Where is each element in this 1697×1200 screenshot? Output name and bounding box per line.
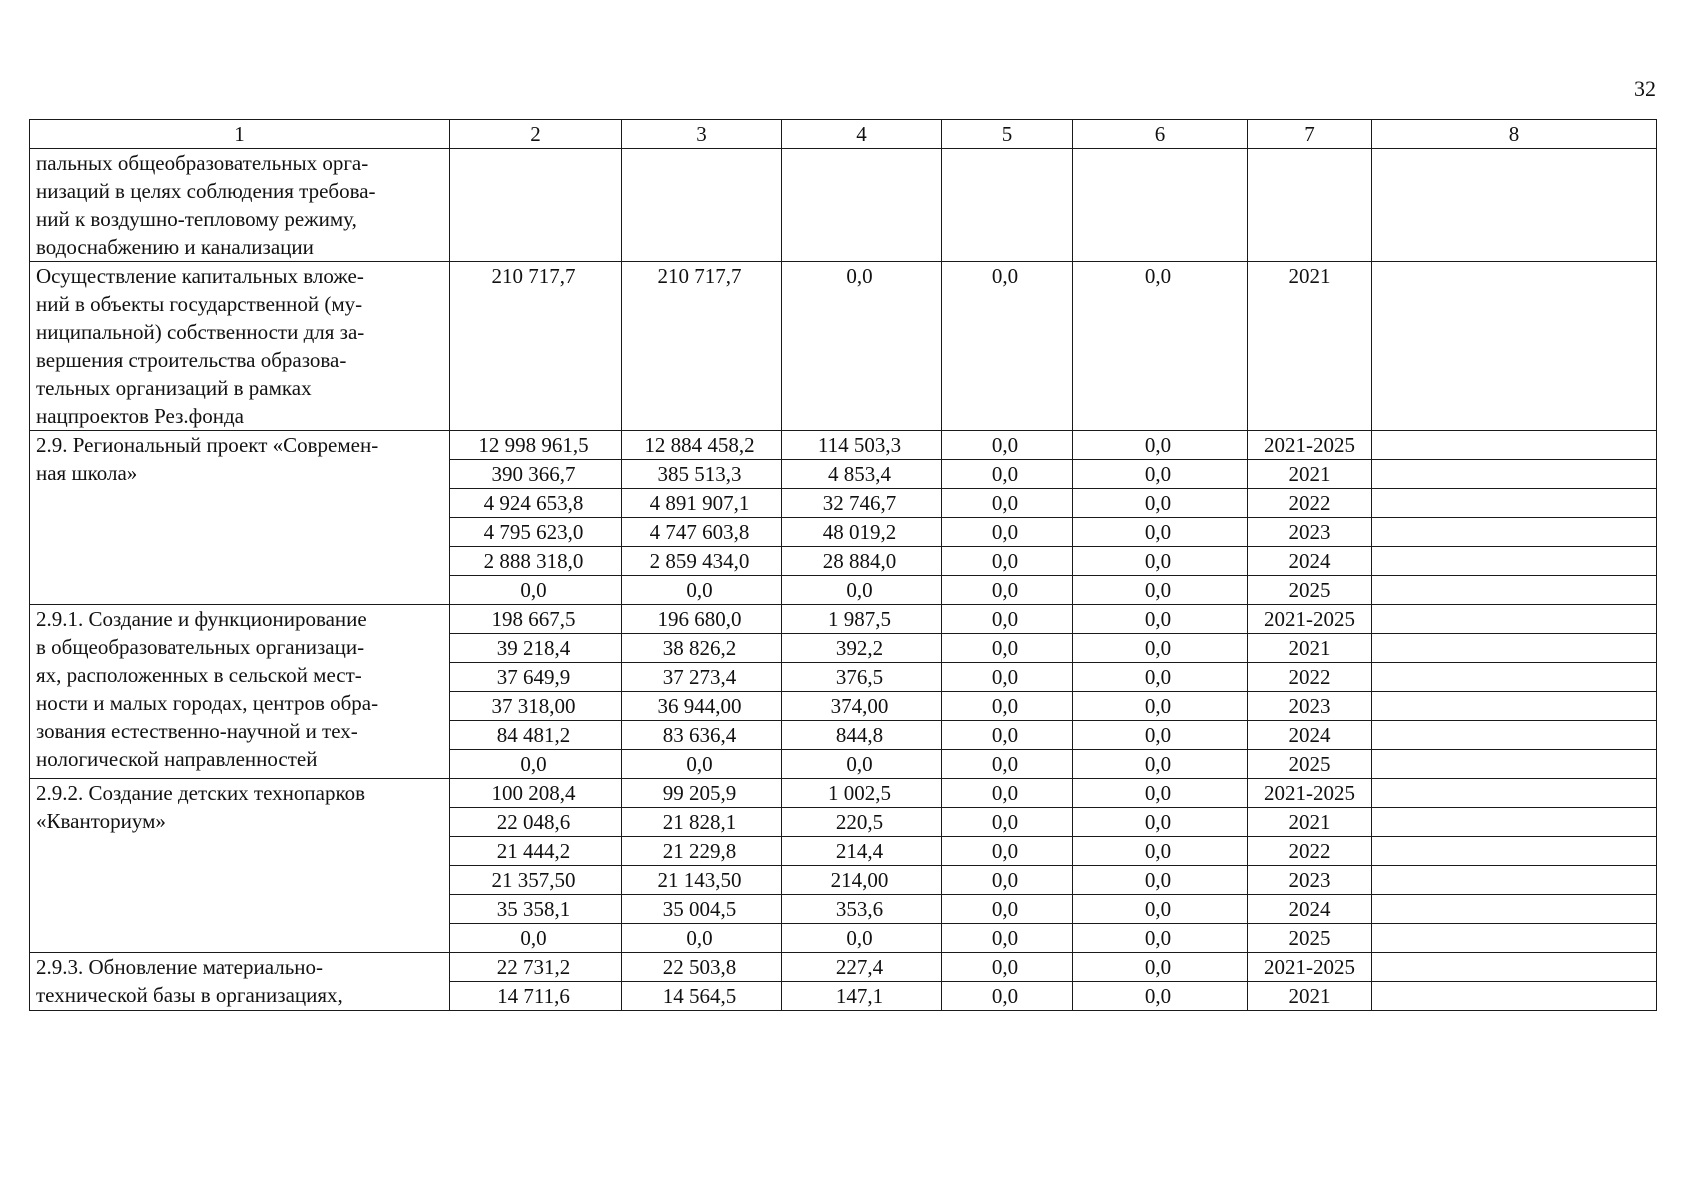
total-amount: 21 357,50 (450, 866, 622, 895)
notes-cell (1372, 663, 1657, 692)
description-line: 2.9.2. Создание детских технопарков (36, 781, 365, 805)
local-amount: 0,0 (942, 779, 1073, 808)
total-amount: 39 218,4 (450, 634, 622, 663)
description-line: 2.9.3. Обновление материально- (36, 955, 324, 979)
empty-cell (1248, 149, 1372, 262)
federal-amount: 4 747 603,8 (622, 518, 782, 547)
other-amount: 0,0 (1073, 895, 1248, 924)
empty-cell (782, 149, 942, 262)
local-amount: 0,0 (942, 924, 1073, 953)
description-line: 2.9.1. Создание и функционирование (36, 607, 367, 631)
regional-amount: 114 503,3 (782, 431, 942, 460)
regional-amount: 374,00 (782, 692, 942, 721)
other-amount: 0,0 (1073, 953, 1248, 982)
description-line: ности и малых городах, центров обра- (36, 691, 379, 715)
description-line: зования естественно-научной и тех- (36, 719, 358, 743)
federal-amount: 196 680,0 (622, 605, 782, 634)
regional-amount: 147,1 (782, 982, 942, 1011)
empty-cell (1372, 149, 1657, 262)
notes-cell (1372, 779, 1657, 808)
other-amount: 0,0 (1073, 982, 1248, 1011)
description-line: ниципальной) собственности для за- (36, 320, 365, 344)
federal-amount: 0,0 (622, 576, 782, 605)
notes-cell (1372, 866, 1657, 895)
regional-amount: 0,0 (782, 750, 942, 779)
regional-amount: 392,2 (782, 634, 942, 663)
total-amount: 14 711,6 (450, 982, 622, 1011)
local-amount: 0,0 (942, 953, 1073, 982)
federal-amount: 210 717,7 (622, 262, 782, 431)
group-description (30, 431, 450, 605)
federal-amount: 385 513,3 (622, 460, 782, 489)
regional-amount: 1 987,5 (782, 605, 942, 634)
federal-amount: 14 564,5 (622, 982, 782, 1011)
notes-cell (1372, 953, 1657, 982)
year-cell: 2021 (1248, 262, 1372, 431)
other-amount: 0,0 (1073, 779, 1248, 808)
notes-cell (1372, 692, 1657, 721)
group-description (30, 779, 450, 953)
total-amount: 37 318,00 (450, 692, 622, 721)
empty-cell (450, 149, 622, 262)
other-amount: 0,0 (1073, 262, 1248, 431)
description-line: вершения строительства образова- (36, 348, 347, 372)
group-row (30, 431, 1657, 460)
total-amount: 22 048,6 (450, 808, 622, 837)
budget-table (29, 119, 1657, 1011)
other-amount: 0,0 (1073, 837, 1248, 866)
year-cell: 2024 (1248, 547, 1372, 576)
federal-amount: 21 143,50 (622, 866, 782, 895)
year-cell: 2023 (1248, 692, 1372, 721)
description-line: нологической направленностей (36, 747, 318, 771)
description-line: низаций в целях соблюдения требова- (36, 179, 376, 203)
column-header: 7 (1248, 120, 1372, 149)
notes-cell (1372, 895, 1657, 924)
notes-cell (1372, 489, 1657, 518)
description-line: в общеобразовательных организаци- (36, 635, 365, 659)
other-amount: 0,0 (1073, 692, 1248, 721)
federal-amount: 12 884 458,2 (622, 431, 782, 460)
description-line: нацпроектов Рез.фонда (36, 404, 244, 428)
description-line: «Кванториум» (36, 809, 166, 833)
total-amount: 390 366,7 (450, 460, 622, 489)
year-cell: 2021-2025 (1248, 605, 1372, 634)
column-header: 6 (1073, 120, 1248, 149)
description-line: Осуществление капитальных вложе- (36, 264, 364, 288)
description-line: ний к воздушно-тепловому режиму, (36, 207, 357, 231)
year-cell: 2025 (1248, 924, 1372, 953)
other-amount: 0,0 (1073, 518, 1248, 547)
year-cell: 2022 (1248, 489, 1372, 518)
federal-amount: 22 503,8 (622, 953, 782, 982)
other-amount: 0,0 (1073, 576, 1248, 605)
year-cell: 2021-2025 (1248, 431, 1372, 460)
total-amount: 100 208,4 (450, 779, 622, 808)
federal-amount: 0,0 (622, 924, 782, 953)
year-cell: 2023 (1248, 866, 1372, 895)
federal-amount: 21 828,1 (622, 808, 782, 837)
group-row (30, 605, 1657, 634)
regional-amount: 214,4 (782, 837, 942, 866)
column-header: 4 (782, 120, 942, 149)
federal-amount: 83 636,4 (622, 721, 782, 750)
empty-cell (942, 149, 1073, 262)
year-cell: 2022 (1248, 837, 1372, 866)
other-amount: 0,0 (1073, 721, 1248, 750)
capital-investment-description (30, 262, 450, 431)
year-cell: 2021 (1248, 634, 1372, 663)
other-amount: 0,0 (1073, 924, 1248, 953)
empty-cell (622, 149, 782, 262)
notes-cell (1372, 721, 1657, 750)
description-line: ний в объекты государственной (му- (36, 292, 363, 316)
regional-amount: 48 019,2 (782, 518, 942, 547)
notes-cell (1372, 982, 1657, 1011)
description-line: тельных организаций в рамках (36, 376, 312, 400)
year-cell: 2021 (1248, 982, 1372, 1011)
total-amount: 198 667,5 (450, 605, 622, 634)
total-amount: 37 649,9 (450, 663, 622, 692)
description-line: пальных общеобразовательных орга- (36, 151, 369, 175)
local-amount: 0,0 (942, 663, 1073, 692)
local-amount: 0,0 (942, 262, 1073, 431)
regional-amount: 214,00 (782, 866, 942, 895)
local-amount: 0,0 (942, 692, 1073, 721)
total-amount: 84 481,2 (450, 721, 622, 750)
total-amount: 0,0 (450, 924, 622, 953)
description-line: 2.9. Региональный проект «Современ- (36, 433, 379, 457)
year-cell: 2021 (1248, 460, 1372, 489)
total-amount: 4 795 623,0 (450, 518, 622, 547)
local-amount: 0,0 (942, 837, 1073, 866)
federal-amount: 4 891 907,1 (622, 489, 782, 518)
regional-amount: 4 853,4 (782, 460, 942, 489)
local-amount: 0,0 (942, 489, 1073, 518)
total-amount: 21 444,2 (450, 837, 622, 866)
local-amount: 0,0 (942, 808, 1073, 837)
other-amount: 0,0 (1073, 634, 1248, 663)
total-amount: 4 924 653,8 (450, 489, 622, 518)
federal-amount: 38 826,2 (622, 634, 782, 663)
notes-cell (1372, 518, 1657, 547)
other-amount: 0,0 (1073, 605, 1248, 634)
other-amount: 0,0 (1073, 431, 1248, 460)
federal-amount: 2 859 434,0 (622, 547, 782, 576)
column-header-row (30, 120, 1657, 149)
regional-amount: 227,4 (782, 953, 942, 982)
regional-amount: 32 746,7 (782, 489, 942, 518)
year-cell: 2025 (1248, 750, 1372, 779)
other-amount: 0,0 (1073, 750, 1248, 779)
total-amount: 2 888 318,0 (450, 547, 622, 576)
local-amount: 0,0 (942, 576, 1073, 605)
group-row (30, 779, 1657, 808)
notes-cell (1372, 808, 1657, 837)
local-amount: 0,0 (942, 518, 1073, 547)
regional-amount: 220,5 (782, 808, 942, 837)
group-description (30, 605, 450, 779)
local-amount: 0,0 (942, 634, 1073, 663)
total-amount: 210 717,7 (450, 262, 622, 431)
local-amount: 0,0 (942, 895, 1073, 924)
description-line: ная школа» (36, 461, 138, 485)
other-amount: 0,0 (1073, 663, 1248, 692)
total-amount: 35 358,1 (450, 895, 622, 924)
local-amount: 0,0 (942, 431, 1073, 460)
total-amount: 22 731,2 (450, 953, 622, 982)
regional-amount: 844,8 (782, 721, 942, 750)
description-line: ях, расположенных в сельской мест- (36, 663, 362, 687)
regional-amount: 28 884,0 (782, 547, 942, 576)
federal-amount: 36 944,00 (622, 692, 782, 721)
notes-cell (1372, 750, 1657, 779)
local-amount: 0,0 (942, 721, 1073, 750)
federal-amount: 21 229,8 (622, 837, 782, 866)
other-amount: 0,0 (1073, 489, 1248, 518)
description-line: технической базы в организациях, (36, 983, 343, 1007)
year-cell: 2021-2025 (1248, 953, 1372, 982)
notes-cell (1372, 634, 1657, 663)
federal-amount: 35 004,5 (622, 895, 782, 924)
local-amount: 0,0 (942, 547, 1073, 576)
regional-amount: 376,5 (782, 663, 942, 692)
empty-cell (1073, 149, 1248, 262)
regional-amount: 0,0 (782, 262, 942, 431)
notes-cell (1372, 576, 1657, 605)
year-cell: 2022 (1248, 663, 1372, 692)
other-amount: 0,0 (1073, 460, 1248, 489)
total-amount: 0,0 (450, 576, 622, 605)
year-cell: 2024 (1248, 721, 1372, 750)
column-header: 1 (30, 120, 450, 149)
notes-cell (1372, 547, 1657, 576)
local-amount: 0,0 (942, 460, 1073, 489)
notes-cell (1372, 460, 1657, 489)
local-amount: 0,0 (942, 750, 1073, 779)
year-cell: 2024 (1248, 895, 1372, 924)
column-header: 3 (622, 120, 782, 149)
regional-amount: 0,0 (782, 576, 942, 605)
year-cell: 2023 (1248, 518, 1372, 547)
column-header: 8 (1372, 120, 1657, 149)
continuation-row (30, 149, 1657, 262)
notes-cell (1372, 924, 1657, 953)
other-amount: 0,0 (1073, 866, 1248, 895)
total-amount: 0,0 (450, 750, 622, 779)
capital-investment-row (30, 262, 1657, 431)
notes-cell (1372, 837, 1657, 866)
empty-cell (1372, 262, 1657, 431)
column-header: 2 (450, 120, 622, 149)
federal-amount: 0,0 (622, 750, 782, 779)
regional-amount: 1 002,5 (782, 779, 942, 808)
year-cell: 2021-2025 (1248, 779, 1372, 808)
local-amount: 0,0 (942, 605, 1073, 634)
notes-cell (1372, 605, 1657, 634)
continuation-description (30, 149, 450, 262)
regional-amount: 353,6 (782, 895, 942, 924)
total-amount: 12 998 961,5 (450, 431, 622, 460)
group-description (30, 953, 450, 1011)
local-amount: 0,0 (942, 982, 1073, 1011)
group-row (30, 953, 1657, 982)
year-cell: 2025 (1248, 576, 1372, 605)
notes-cell (1372, 431, 1657, 460)
other-amount: 0,0 (1073, 808, 1248, 837)
description-line: водоснабжению и канализации (36, 235, 314, 259)
local-amount: 0,0 (942, 866, 1073, 895)
other-amount: 0,0 (1073, 547, 1248, 576)
table-body (30, 120, 1657, 1011)
regional-amount: 0,0 (782, 924, 942, 953)
federal-amount: 99 205,9 (622, 779, 782, 808)
column-header: 5 (942, 120, 1073, 149)
page-number: 32 (1634, 76, 1656, 101)
federal-amount: 37 273,4 (622, 663, 782, 692)
year-cell: 2021 (1248, 808, 1372, 837)
